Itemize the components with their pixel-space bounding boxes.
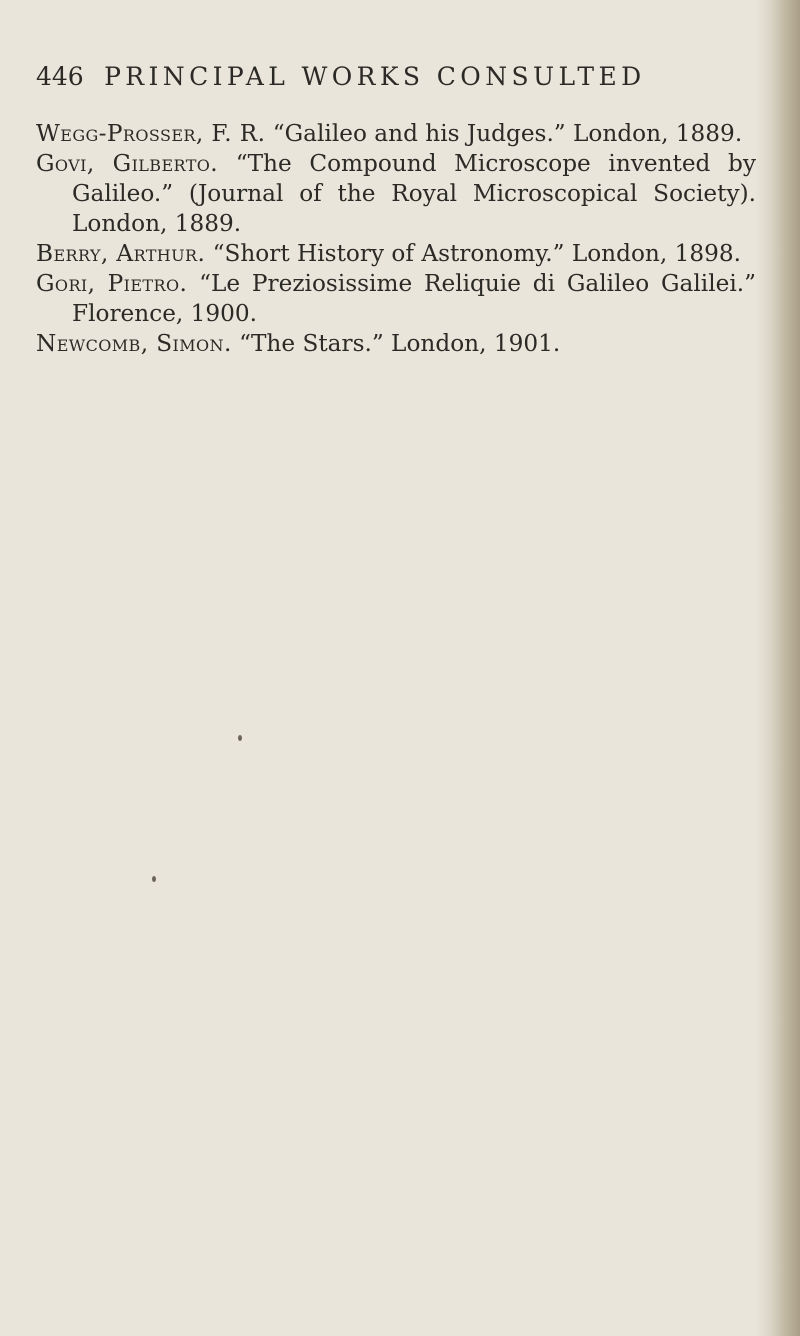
bibliography-entry <box>36 239 756 269</box>
bibliography-entry <box>36 269 756 329</box>
paper-speck <box>238 735 242 741</box>
entry-details: “Le Preziosissime Reliquie di Galileo Galilei.” Florence, 1900. <box>72 270 756 327</box>
entry-author: Wegg-Prosser, F. R. <box>36 120 266 147</box>
bibliography-entry <box>36 119 756 149</box>
entry-details: “The Stars.” London, 1901. <box>231 330 561 357</box>
running-header <box>36 62 776 91</box>
entry-author: Gori, Pietro. <box>36 270 188 297</box>
bibliography-entry <box>36 329 756 359</box>
bibliography-list <box>36 119 756 359</box>
entry-details: “The Compound Microscope invented by Galileo.” (Journal of the Royal Microscopical Society). London, 1889. <box>72 150 756 237</box>
bibliography-entry <box>36 149 756 239</box>
entry-details: “Short History of Astronomy.” London, 1898. <box>205 240 741 267</box>
page-number: 446 <box>36 62 84 91</box>
paper-speck <box>152 876 156 882</box>
entry-author: Berry, Arthur. <box>36 240 206 267</box>
entry-details: “Galileo and his Judges.” London, 1889. <box>265 120 743 147</box>
entry-author: Govi, Gilberto. <box>36 150 219 177</box>
running-title: PRINCIPAL WORKS CONSULTED <box>104 62 646 91</box>
entry-author: Newcomb, Simon. <box>36 330 232 357</box>
page-edge-shadow <box>756 0 800 1336</box>
